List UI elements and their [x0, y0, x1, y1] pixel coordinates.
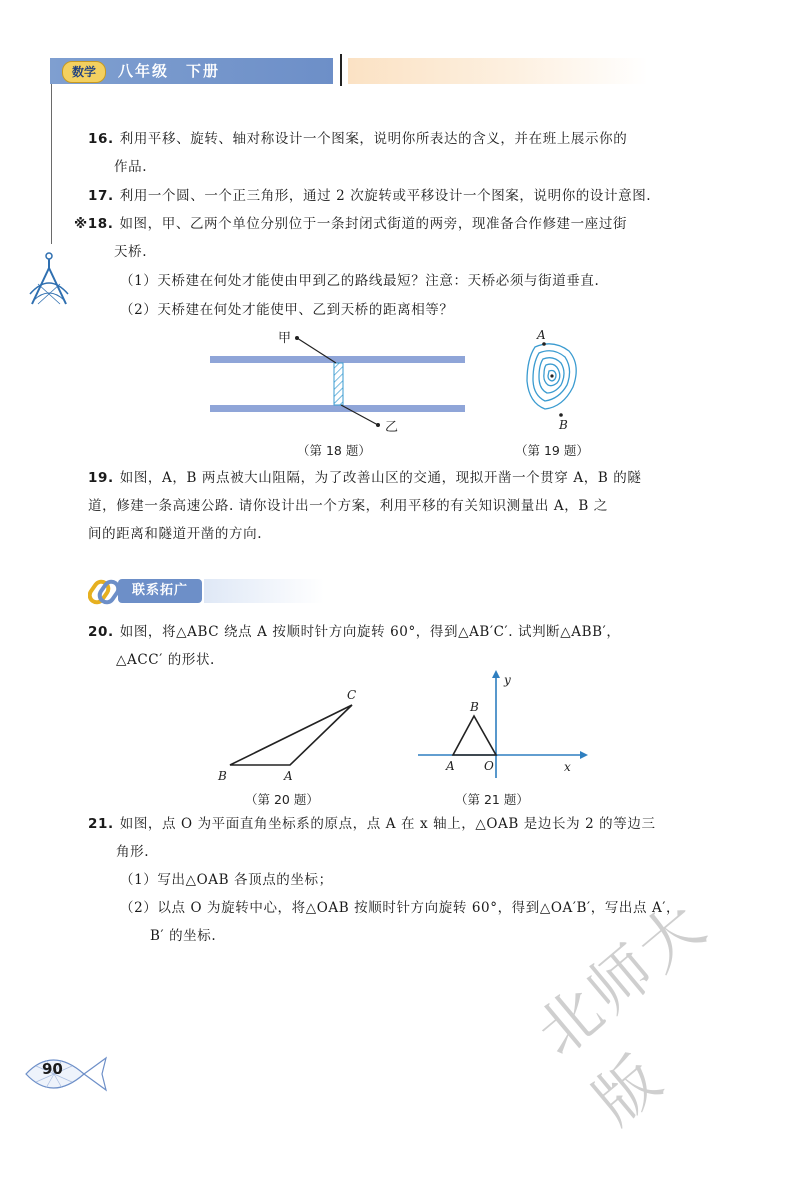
- triangle-oab: [453, 716, 496, 755]
- figure-18: [200, 325, 480, 435]
- header-divider: [340, 54, 342, 86]
- question-text: 如图，甲、乙两个单位分别位于一条封闭式街道的两旁，现准备合作修建一座过街: [119, 216, 628, 232]
- label-a: A: [537, 328, 546, 342]
- page-number: 90: [42, 1060, 63, 1078]
- caption-19: （第 19 题）: [515, 443, 589, 458]
- question-21: [88, 811, 656, 837]
- y-axis-arrow: [492, 670, 500, 678]
- label-b: B: [559, 418, 568, 432]
- question-19-cont-2: 间的距离和隧道开凿的方向.: [88, 526, 263, 542]
- margin-line: [51, 84, 52, 244]
- question-20-cont: △ACC′ 的形状.: [116, 652, 215, 668]
- section-decoration: [204, 579, 324, 603]
- section-title: 联系拓广: [118, 579, 202, 603]
- question-number: 17.: [88, 188, 114, 204]
- chain-link-icon: [88, 575, 122, 609]
- triangle-abc: [230, 705, 352, 765]
- question-17: [88, 183, 651, 209]
- publisher-watermark: 北师大版: [522, 886, 722, 1139]
- figure-20: [210, 683, 370, 788]
- question-20: [88, 619, 620, 645]
- compass-icon: [26, 250, 72, 308]
- question-16-cont: 作品.: [114, 159, 148, 175]
- question-text: 利用一个圆、一个正三角形，通过 2 次旋转或平移设计一个图案，说明你的设计意图.: [119, 188, 652, 204]
- caption-20: （第 20 题）: [245, 792, 319, 807]
- label-y: y: [504, 673, 511, 687]
- question-text: 如图，A，B 两点被大山阻隔，为了改善山区的交通，现拟开凿一个贯穿 A，B 的隧: [119, 470, 642, 486]
- label-b: B: [470, 700, 479, 714]
- point-a: [542, 342, 546, 346]
- question-21-sub-1: （1）写出△OAB 各顶点的坐标；: [120, 872, 333, 888]
- question-21-sub-2-cont: B′ 的坐标.: [150, 928, 217, 944]
- subject-badge: 数学: [62, 61, 106, 83]
- label-c: C: [347, 688, 357, 702]
- fish-decoration-icon: [22, 1044, 112, 1104]
- question-19: [88, 465, 641, 491]
- question-number: 20.: [88, 624, 114, 640]
- question-text: 利用平移、旋转、轴对称设计一个图案，说明你所表达的含义，并在班上展示你的: [119, 131, 628, 147]
- point-b: [559, 413, 563, 417]
- question-number: 21.: [88, 816, 114, 832]
- grade-title: 八年级 下册: [118, 62, 221, 80]
- label-a: A: [284, 769, 293, 783]
- question-number: 16.: [88, 131, 114, 147]
- question-18: [74, 211, 627, 237]
- question-18-sub-1: （1）天桥建在何处才能使由甲到乙的路线最短？注意：天桥必须与街道垂直.: [120, 273, 600, 289]
- label-b: B: [218, 769, 227, 783]
- figure-19: [515, 325, 595, 435]
- caption-21: （第 21 题）: [455, 792, 529, 807]
- figure-21: [410, 668, 590, 783]
- bridge: [334, 363, 343, 405]
- peak-point: [550, 374, 553, 377]
- header-decoration: [348, 58, 648, 84]
- question-19-cont-1: 道，修建一条高速公路. 请你设计出一个方案，利用平移的有关知识测量出 A，B 之: [88, 498, 608, 514]
- label-a: A: [446, 759, 455, 773]
- label-x: x: [564, 760, 571, 774]
- question-18-sub-2: （2）天桥建在何处才能使甲、乙到天桥的距离相等？: [120, 302, 454, 318]
- question-text: 如图，点 O 为平面直角坐标系的原点，点 A 在 x 轴上，△OAB 是边长为 2 的等边三: [119, 816, 656, 832]
- caption-18: （第 18 题）: [297, 443, 371, 458]
- question-number: 19.: [88, 470, 114, 486]
- x-axis-arrow: [580, 751, 588, 759]
- question-number: ※18.: [74, 216, 114, 232]
- header-bar: [50, 58, 333, 84]
- question-text: 如图，将△ABC 绕点 A 按顺时针方向旋转 60°，得到△AB′C′. 试判断△ABB′，: [119, 624, 621, 640]
- question-21-cont: 角形.: [116, 844, 150, 860]
- question-16: [88, 126, 627, 152]
- street-top: [210, 356, 465, 363]
- label-jia: 甲: [278, 331, 292, 346]
- label-o: O: [484, 759, 494, 773]
- label-yi: 乙: [385, 420, 399, 435]
- question-18-cont: 天桥.: [114, 244, 148, 260]
- street-bottom: [210, 405, 465, 412]
- question-21-sub-2: （2）以点 O 为旋转中心，将△OAB 按顺时针方向旋转 60°，得到△OA′B′，写出点 A′，: [120, 900, 681, 916]
